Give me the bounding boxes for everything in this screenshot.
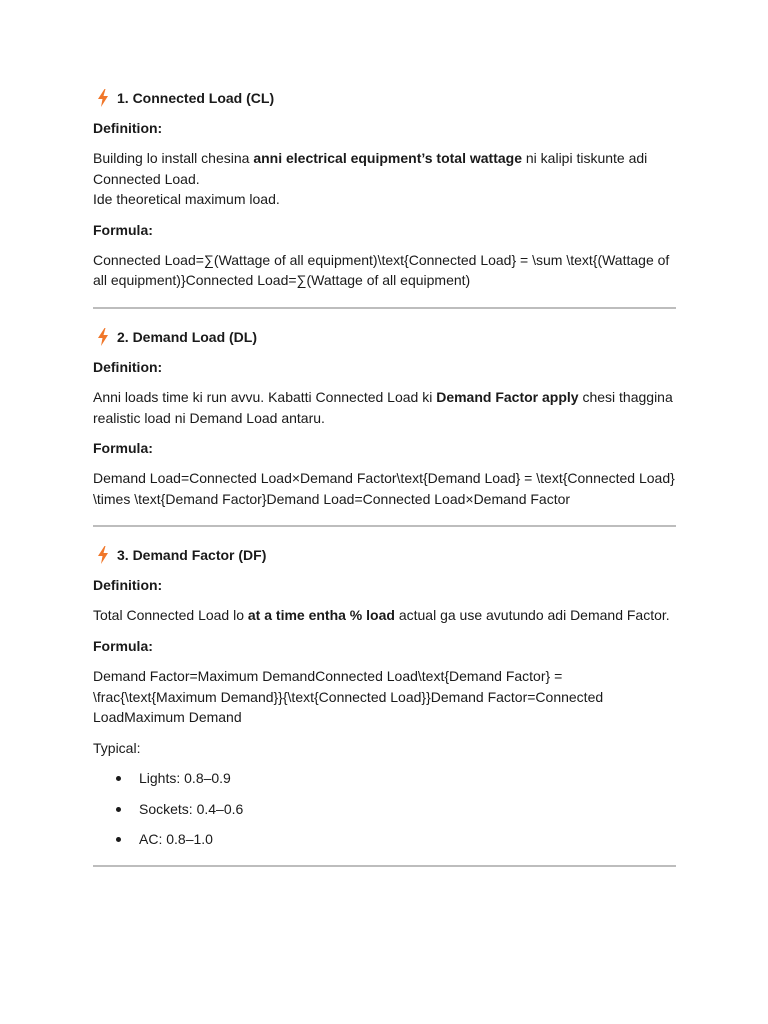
definition-segment: actual ga use avutundo adi Demand Factor. — [394, 607, 670, 624]
section-title: 2. Demand Load (DL) — [117, 328, 258, 345]
formula-label: Formula: — [93, 221, 153, 238]
formula-text: Demand Load=Connected Load×Demand Factor\text{Demand Load} = \text{Connected Load} \times \text{Demand Factor}Demand Load=Connected Load×Demand Factor — [93, 470, 675, 507]
definition-segment: chesi thaggina realistic load ni Demand Load antaru. — [93, 388, 673, 426]
definition-label: Definition: — [93, 358, 163, 375]
definition-segment: Anni loads time ki run avvu. Kabatti Connected Load ki — [93, 388, 437, 405]
definition-label: Definition: — [93, 120, 163, 136]
section-title: 3. Demand Factor (DF) — [117, 547, 267, 564]
list-item-text: Sockets: 0.4–0.6 — [139, 800, 244, 817]
section-heading — [93, 545, 676, 565]
section-title: 1. Connected Load (CL) — [117, 90, 275, 106]
typical-list — [93, 768, 676, 849]
section-connected-load — [93, 88, 676, 291]
formula-label: Formula: — [93, 440, 153, 457]
list-item — [93, 799, 676, 819]
definition-emphasis: anni electrical equipment’s total wattage — [253, 150, 522, 166]
list-item — [93, 829, 676, 849]
document-content — [93, 88, 676, 885]
formula-label: Formula: — [93, 637, 153, 654]
section-divider — [93, 865, 676, 867]
section-divider — [93, 307, 676, 309]
section-demand-load — [93, 327, 676, 509]
section-divider — [93, 525, 676, 527]
bullet-icon — [116, 837, 121, 842]
formula-text: Demand Factor=Maximum DemandConnected Load\text{Demand Factor} = \frac{\text{Maximum Demand}}{\text{Connected Load}}Demand Factor=Connected LoadMaximum Demand — [93, 667, 604, 726]
section-demand-factor — [93, 545, 676, 849]
section-heading — [93, 327, 676, 347]
list-item-text: AC: 0.8–1.0 — [139, 831, 213, 848]
definition-text — [93, 605, 676, 626]
lightning-bolt-icon — [96, 546, 110, 564]
formula-text: Connected Load=∑(Wattage of all equipment)\text{Connected Load} = \sum \text{(Wattage of all equipment)}Connected Load=∑(Wattage of all equipment) — [93, 251, 670, 289]
lightning-bolt-icon — [96, 89, 110, 107]
list-item — [93, 768, 676, 788]
definition-text — [93, 148, 676, 210]
definition-text — [93, 387, 676, 428]
bullet-icon — [116, 776, 121, 781]
lightning-bolt-icon — [96, 328, 110, 346]
definition-emphasis: at a time entha % load — [247, 607, 395, 624]
definition-segment: ni kalipi tiskunte adi Connected Load. Ide theoretical maximum load. — [93, 150, 648, 208]
bullet-icon — [116, 807, 121, 812]
definition-segment: Total Connected Load lo — [93, 607, 248, 624]
definition-segment: Building lo install chesina — [93, 150, 254, 166]
definition-label: Definition: — [93, 577, 163, 594]
definition-emphasis: Demand Factor apply — [436, 388, 579, 405]
list-item-text: Lights: 0.8–0.9 — [139, 770, 231, 787]
typical-label: Typical: — [93, 739, 141, 756]
section-heading — [93, 88, 676, 108]
